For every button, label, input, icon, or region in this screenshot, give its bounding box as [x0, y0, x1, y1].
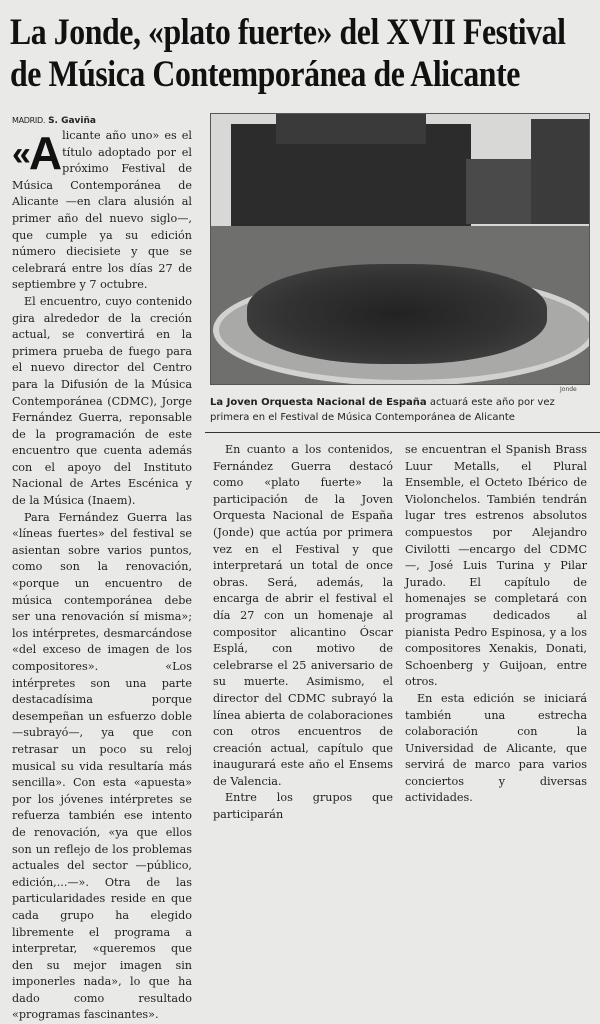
- headline-line-1: La Jonde, «plato fuerte» del XVII Festival: [10, 12, 566, 53]
- caption-divider: [205, 432, 600, 433]
- drop-cap: [12, 127, 59, 179]
- article-column-2: [213, 442, 393, 824]
- photo-caption: [210, 396, 595, 425]
- byline-city: MADRID.: [12, 116, 46, 125]
- photo-trees: [466, 159, 541, 224]
- paragraph: Para Fernández Guerra las «líneas fuertes» del festival se asientan sobre varios puntos, como son la renovación, «porque un encuentro de música contemporánea debe ser una renovación sí misma»; los intérpretes, desmarcándose «del exceso de imagen de los compositores». «Los intérpretes son una parte destacadísima porque desempeñan un esfuerzo doble —subrayó—, ya que con retrasar un poco su reloj musical su vida resultaría más sencilla». Con esta «apuesta» por los jóvenes intérpretes se refuerza también ese intento de renovación, «ya que ellos son un reflejo de los problemas actuales del sector —público, edición,...—». Otra de las particularidades reside en que cada grupo ha elegido libremente el programa a interpretar, «queremos que den su mejor imagen sin imponerles nada», lo que ha dado como resultado «programas fascinantes».: [12, 510, 192, 1022]
- drop-cap-letter: A: [28, 127, 59, 179]
- article-column-1: [12, 116, 192, 1024]
- orchestra-photo: [210, 113, 590, 385]
- caption-bold: La Joven Orquesta Nacional de España: [210, 397, 427, 408]
- paragraph: En esta edición se iniciará también una estrecha colaboración con la Universidad de Alicante, que servirá de marco para varios conciertos y diversas actividades.: [405, 691, 587, 805]
- paragraph: En cuanto a los contenidos, Fernández Guerra destacó como «plato fuerte» la participación de la Joven Orquesta Nacional de España (Jonde) que actúa por primera vez en el Festival y que interpretará un total de once obras. Será, además, la encarga de abrir el festival el día 27 con un homenaje al compositor alicantino Óscar Esplá, con motivo de celebrarse el 25 aniversario de su muerte. Asimismo, el director del CDMC subrayó la línea abierta de colaboraciones con otros encuentros de creación actual, capítulo que inaugurará este año el Ensems de Valencia.: [213, 443, 393, 788]
- paragraph: se encuentran el Spanish Brass Luur Metalls, el Plural Ensemble, el Octeto Ibérico de Violonchelos. También tendrán lugar tres estrenos absolutos compuestos por Alejandro Civilotti —encargo del CDMC—, José Luis Turina y Pilar Jurado. El capítulo de homenajes se completará con programas dedicados al pianista Pedro Espinosa, y a los compositores Xenakis, Donati, Schoenberg y Guijoan, entre otros.: [405, 443, 587, 689]
- headline: [10, 12, 566, 96]
- byline: [12, 116, 192, 126]
- lead-paragraph-text: licante año uno» es el título adoptado por el próximo Festival de Música Contemporánea de Alicante —en clara alusión al primer año del nuevo siglo—, que cumple ya su edición número diecisiete y que se celebrará entre los días 27 de septiembre y 7 octubre.: [12, 129, 192, 292]
- photo-orchestra-group: [247, 264, 547, 364]
- lead-paragraph: [12, 128, 192, 294]
- article-column-3: [405, 442, 587, 807]
- caption-text: actuará este año por vez primera en el Festival de Música Contemporánea de Alicante: [210, 397, 555, 423]
- drop-cap-quote: «: [12, 135, 29, 173]
- photo-hall-pediment: [276, 114, 426, 144]
- paragraph: Entre los grupos que participarán: [213, 791, 393, 822]
- headline-line-2: de Música Contemporánea de Alicante: [10, 54, 520, 95]
- byline-author: S. Gaviña: [48, 116, 96, 126]
- paragraph: El encuentro, cuyo contenido gira alrededor de la creción actual, se convertirá en la primera prueba de fuego para el nuevo director del Centro para la Difusión de la Música Contemporánea (CDMC), Jorge Fernández Guerra, reponsable de la programación de este encuentro que cuenta además con el apoyo del Instituto Nacional de Artes Escénica y de la Música (Inaem).: [12, 294, 192, 508]
- photo-credit: Jonde: [560, 386, 577, 393]
- photo-side-building: [531, 119, 589, 224]
